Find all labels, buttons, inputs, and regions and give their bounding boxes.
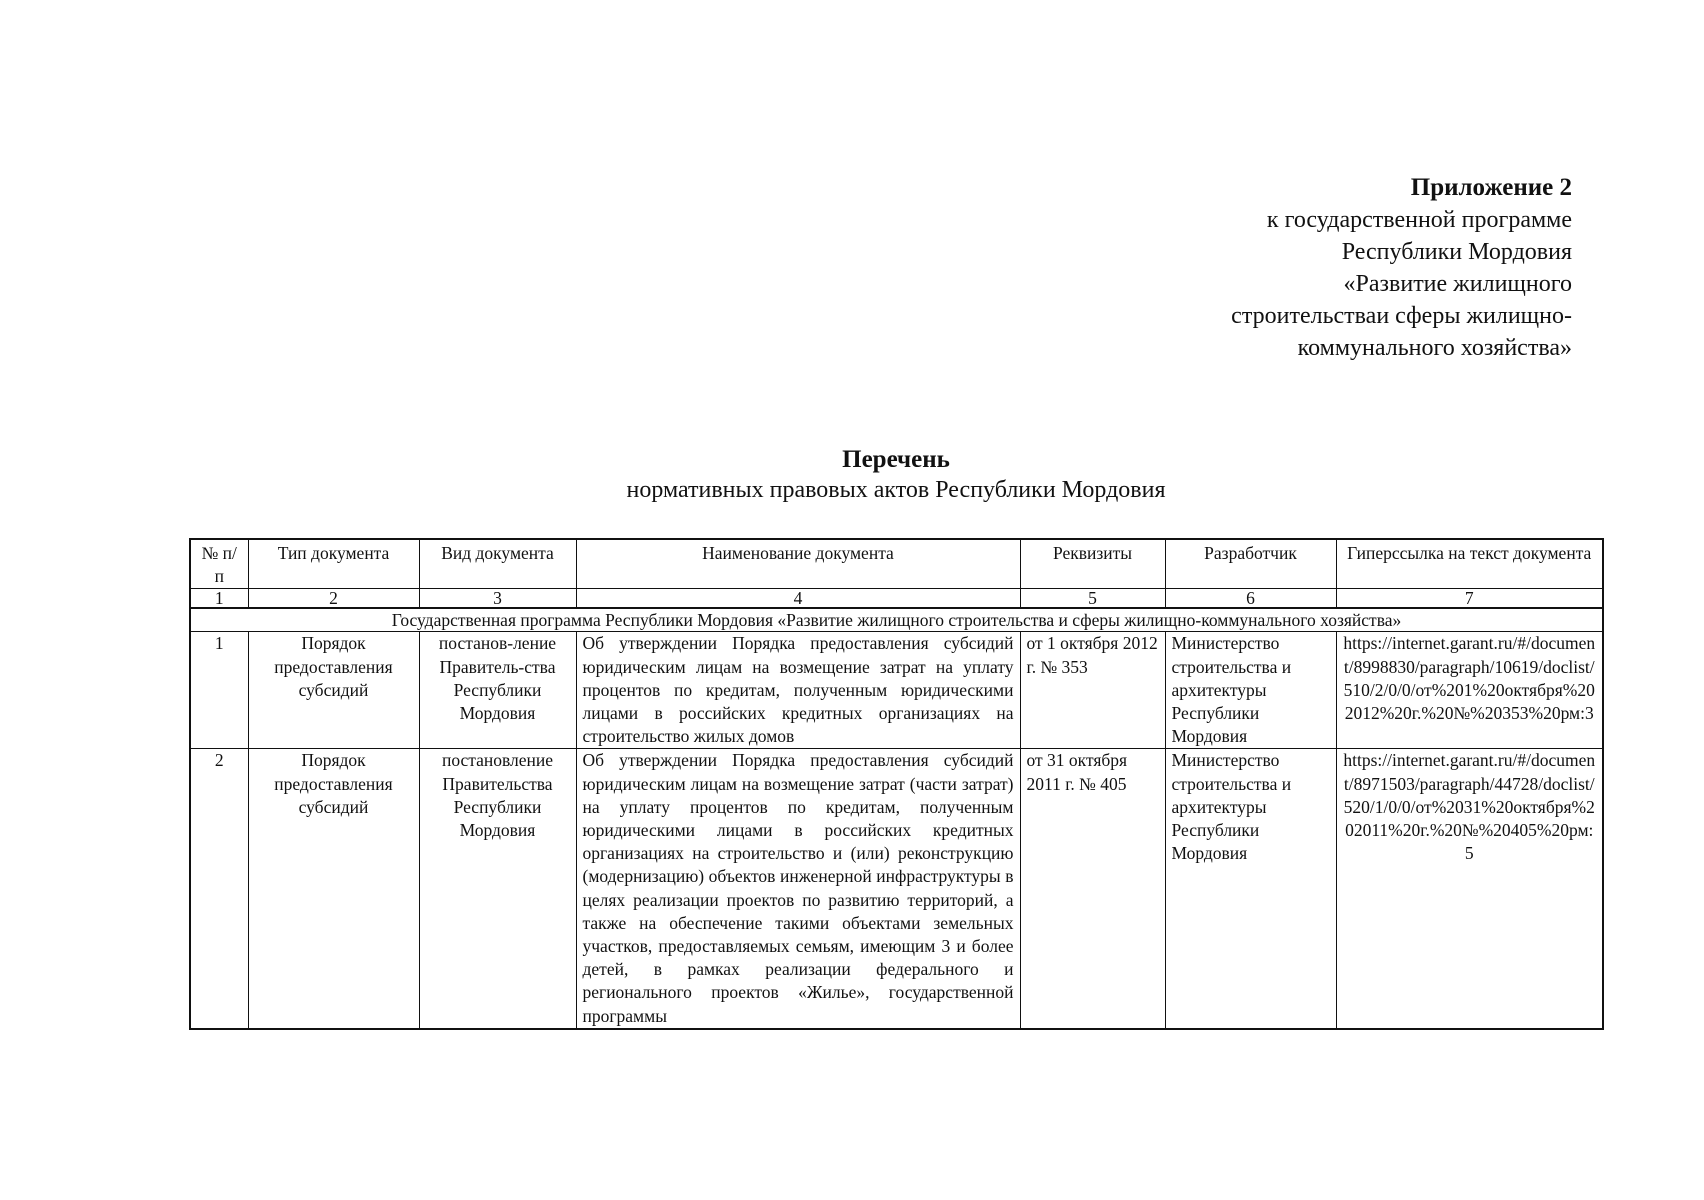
appendix-line: строительстваи сферы жилищно- [1231, 303, 1572, 329]
appendix-line: к государственной программе [1266, 207, 1572, 233]
document-details: от 1 октября 2012 г. № 353 [1020, 632, 1165, 749]
document-developer: Министерство строительства и архитектуры Республики Мордовия [1165, 749, 1336, 1029]
column-number-row [190, 589, 1603, 609]
column-header: Наименование документа [576, 539, 1020, 589]
document-hyperlink[interactable]: https://internet.garant.ru/#/document/8998830/paragraph/10619/doclist/510/2/0/0/от%201%20октября%202012%20г.%20№%20353%20рм:3 [1336, 632, 1603, 749]
row-number: 1 [190, 632, 248, 749]
table-header-row [190, 539, 1603, 589]
appendix-block [1052, 172, 1572, 364]
column-header: Реквизиты [1020, 539, 1165, 589]
column-number: 5 [1020, 589, 1165, 609]
table-row [190, 749, 1603, 1029]
document-kind: постанов-ление Правитель-ства Республики Мордовия [419, 632, 576, 749]
column-number: 1 [190, 589, 248, 609]
table-row [190, 632, 1603, 749]
column-header: Гиперссылка на текст документа [1336, 539, 1603, 589]
appendix-title: Приложение 2 [1410, 174, 1572, 201]
document-name: Об утверждении Порядка предоставления субсидий юридическим лицам на возмещение затрат на уплату процентов по кредитам, полученным юридическими лицами в российских кредитных организациях на строительство жилых домов [576, 632, 1020, 749]
document-type: Порядок предоставления субсидий [248, 632, 419, 749]
document-type: Порядок предоставления субсидий [248, 749, 419, 1029]
document-name: Об утверждении Порядка предоставления субсидий юридическим лицам на возмещение затрат (части затрат) на уплату процентов по кредитам, полученным юридическими лицами в российских кредитных организациях на строительство и (или) реконструкцию (модернизацию) объектов инженерной инфраструктуры в целях реализации проектов по развитию территорий, а также на обеспечение такими объектами земельных участков, предоставляемых семьям, имеющим 3 и более детей, в рамках реализации федерального и регионального проектов «Жилье», государственной программы [576, 749, 1020, 1029]
section-row [190, 608, 1603, 632]
row-number: 2 [190, 749, 248, 1029]
heading-title: Перечень [842, 446, 950, 473]
section-title: Государственная программа Республики Мордовия «Развитие жилищного строительства и сферы жилищно-коммунального хозяйства» [190, 608, 1603, 632]
appendix-line: «Развитие жилищного [1343, 271, 1572, 297]
legal-acts-table [189, 538, 1604, 1030]
column-number: 6 [1165, 589, 1336, 609]
document-details: от 31 октября 2011 г. № 405 [1020, 749, 1165, 1029]
document-developer: Министерство строительства и архитектуры Республики Мордовия [1165, 632, 1336, 749]
column-number: 7 [1336, 589, 1603, 609]
document-kind: постановление Правительства Республики Мордовия [419, 749, 576, 1029]
heading-subtitle: нормативных правовых актов Республики Мордовия [626, 477, 1166, 503]
column-header: Разработчик [1165, 539, 1336, 589]
column-header: № п/п [190, 539, 248, 589]
appendix-line: Республики Мордовия [1341, 239, 1572, 265]
appendix-line: коммунального хозяйства» [1297, 335, 1572, 361]
column-number: 2 [248, 589, 419, 609]
column-header: Вид документа [419, 539, 576, 589]
column-number: 3 [419, 589, 576, 609]
column-number: 4 [576, 589, 1020, 609]
column-header: Тип документа [248, 539, 419, 589]
document-heading [186, 445, 1606, 505]
document-hyperlink[interactable]: https://internet.garant.ru/#/document/8971503/paragraph/44728/doclist/520/1/0/0/от%2031%20октября%202011%20г.%20№%20405%20рм:5 [1336, 749, 1603, 1029]
